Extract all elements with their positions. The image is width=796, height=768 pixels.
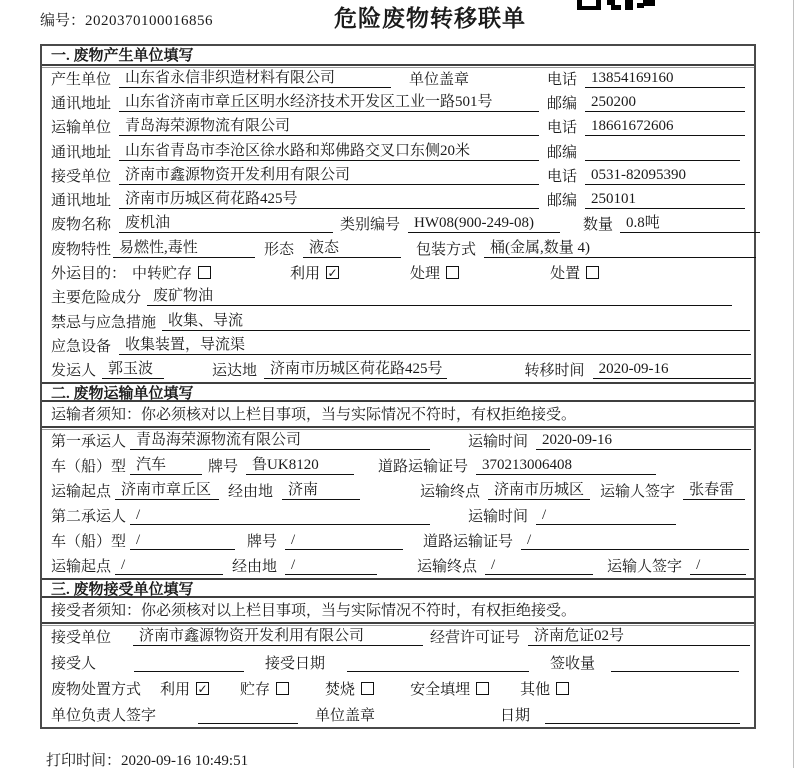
form-row [42,236,754,260]
field-value: 山东省永信非织造材料有限公司 [119,69,391,88]
field-label: 通讯地址 [51,144,112,161]
field-value: 0.8吨 [620,214,760,233]
section-receiver-title: 三. 废物接受单位填写 [42,578,754,598]
field-value: 济南市历城区荷花路425号 [264,360,447,379]
field-label: 运输终点 [417,558,478,575]
field-label: 接受日期 [265,656,326,673]
field-value: 18661672606 [585,117,745,136]
form-row [42,187,754,211]
field-value: / [130,506,430,525]
checkbox-option [520,678,569,699]
form-row [42,66,754,90]
form-row [42,358,754,382]
field-value: 济南危证02号 [528,627,750,646]
field-label: 车（船）型 [51,458,127,475]
field-label: 邮编 [547,95,578,112]
field-value: 济南市鑫源物资开发利用有限公司 [119,166,539,185]
field-label: 第二承运人 [51,508,127,525]
field-label: 经由地 [228,483,274,500]
field-label: 第一承运人 [51,433,127,450]
form-row [42,701,754,727]
checkbox-unchecked [198,266,211,279]
checkbox-option [132,262,211,283]
section-receiver [42,578,754,727]
section-producer [42,46,754,382]
field-label: 转移时间 [524,363,585,380]
field-label: 接受单位 [51,168,112,185]
field-value [134,653,244,672]
field-label: 包装方式 [416,241,477,258]
field-label: 道路运输证号 [378,458,469,475]
checkbox-unchecked [476,682,489,695]
field-label: 道路运输证号 [423,533,514,550]
manifest-form [40,44,756,729]
form-row [42,212,754,236]
checkbox-label: 利用 [290,266,321,283]
transfer-purpose-row [42,260,754,284]
form-row [42,309,754,333]
field-value: 济南市鑫源物资开发利用有限公司 [133,627,423,646]
form-row [42,650,754,676]
field-label: 运达地 [212,363,258,380]
page-title: 危险废物转移联单 [334,6,526,31]
print-time-value: 2020-09-16 10:49:51 [121,753,249,768]
checkbox-option [325,678,374,699]
field-value: / [485,556,593,575]
field-value: 济南市历城区 [488,481,590,500]
field-label: 形态 [264,241,295,258]
serial-value: 2020370100016856 [85,13,214,29]
field-value: 桶(金属,数量 4) [484,239,756,258]
field-value: / [115,556,223,575]
form-row [42,115,754,139]
form-row [42,503,754,528]
checkbox-option [410,678,489,699]
print-timestamp [46,749,248,768]
form-row [42,139,754,163]
field-label: 类别编号 [340,217,401,234]
field-label: 主要危险成分 [51,290,142,307]
field-value: 13854169160 [585,69,745,88]
checkbox-unchecked [586,266,599,279]
field-label: 接受人 [51,656,97,673]
field-label: 废物名称 [51,217,112,234]
form-row [42,553,754,578]
field-label: 运输人签字 [607,558,683,575]
field-value: HW08(900-249-08) [408,214,560,233]
receiver-notice: 接受者须知：你必须核对以上栏目事项，当与实际情况不符时，有权拒绝接受。 [42,598,754,624]
checkbox-label: 中转贮存 [132,266,193,283]
field-label: 签收量 [550,656,596,673]
field-value [585,142,740,161]
checkbox-unchecked [361,682,374,695]
section-transporter [42,382,754,578]
checkbox-unchecked [276,682,289,695]
form-row [42,428,754,453]
field-label: 经由地 [232,558,278,575]
field-value: / [130,531,235,550]
checkbox-unchecked [556,682,569,695]
field-label: 牌号 [247,533,278,550]
field-value: 济南 [282,481,360,500]
field-value: 2020-09-16 [536,431,751,450]
field-label: 运输起点 [51,558,112,575]
field-value: / [536,506,676,525]
field-label: 废物特性 [51,241,112,258]
field-value: 收集、导流 [162,312,750,331]
field-label: 电话 [547,71,578,88]
form-row [42,528,754,553]
field-label: 产生单位 [51,71,112,88]
print-time-label: 打印时间： [46,753,122,768]
field-value: 青岛海荣源物流有限公司 [119,117,539,136]
field-label: 运输时间 [468,508,529,525]
checkbox-option [410,262,459,283]
disposal-method-row [42,675,754,701]
field-value: 郭玉波 [102,360,164,379]
field-value: 0531-82095390 [585,166,745,185]
field-label: 单位盖章 [315,707,376,724]
field-label: 数量 [583,217,614,234]
checkbox-option [160,678,209,699]
checkbox-option [550,262,599,283]
field-value: 370213006408 [476,456,656,475]
checkbox-label: 其他 [520,681,551,698]
field-label: 日期 [500,707,531,724]
field-value: 济南市章丘区 [115,481,219,500]
field-value: 汽车 [130,456,202,475]
field-label: 电话 [547,168,578,185]
field-label: 牌号 [208,458,239,475]
checkbox-option [240,678,289,699]
field-label: 接受单位 [51,630,112,647]
field-value: 废矿物油 [147,287,732,306]
field-value: 液态 [303,239,401,258]
field-label: 运输时间 [468,433,529,450]
field-value: 山东省青岛市李沧区徐水路和郑佛路交叉口东侧20米 [119,142,539,161]
field-value [611,653,739,672]
field-value: 2020-09-16 [593,360,751,379]
field-value: / [521,531,749,550]
field-label: 禁忌与应急措施 [51,314,157,331]
qr-code-fragment [577,0,655,10]
checkbox-option [290,262,339,283]
field-value: 废机油 [119,214,333,233]
field-value: 山东省济南市章丘区明水经济技术开发区工业一路501号 [119,93,539,112]
checkbox-label: 贮存 [240,681,271,698]
checkbox-label: 利用 [160,681,191,698]
checkbox-label: 安全填埋 [410,681,471,698]
section-transporter-title: 二. 废物运输单位填写 [42,382,754,402]
field-value: 易燃性,毒性 [113,239,255,258]
checkbox-checked: ✓ [197,681,208,696]
form-row [42,453,754,478]
checkbox-label: 焚烧 [325,681,356,698]
field-label: 运输单位 [51,120,112,137]
form-row [42,333,754,357]
field-value: 青岛海荣源物流有限公司 [130,431,430,450]
field-value: 250200 [585,93,745,112]
field-value: 鲁UK8120 [246,456,354,475]
field-value: 250101 [585,190,745,209]
form-row [42,90,754,114]
field-label: 运输终点 [420,483,481,500]
field-value [198,705,298,724]
field-label: 车（船）型 [51,533,127,550]
field-value [545,705,740,724]
field-label: 电话 [547,120,578,137]
checkbox-checked: ✓ [327,266,338,281]
field-label: 发运人 [51,363,97,380]
checkbox-label: 处置 [550,266,581,283]
field-value: / [285,556,377,575]
section-producer-title: 一. 废物产生单位填写 [42,46,754,66]
field-label: 邮编 [547,193,578,210]
field-value: / [690,556,746,575]
form-row [42,285,754,309]
field-label: 邮编 [547,144,578,161]
field-label: 外运目的： [51,266,127,283]
transporter-notice: 运输者须知：你必须核对以上栏目事项，当与实际情况不符时，有权拒绝接受。 [42,402,754,428]
page-edge-line [793,0,794,768]
form-row [42,624,754,650]
field-label: 通讯地址 [51,193,112,210]
field-label: 运输起点 [51,483,112,500]
field-value: 济南市历城区荷花路425号 [119,190,539,209]
field-value: 收集装置，导流渠 [119,336,751,355]
field-label: 单位负责人签字 [51,707,157,724]
field-value [347,653,529,672]
field-label: 通讯地址 [51,95,112,112]
checkbox-label: 处理 [410,266,441,283]
checkbox-unchecked [446,266,459,279]
serial-label: 编号： [40,13,86,29]
field-value: / [285,531,403,550]
field-label: 经营许可证号 [430,630,521,647]
field-label: 应急设备 [51,338,112,355]
field-value: 张春雷 [683,481,745,500]
field-label: 废物处置方式 [51,681,142,698]
field-label: 运输人签字 [600,483,676,500]
field-label: 单位盖章 [409,71,470,88]
form-row [42,163,754,187]
form-row [42,478,754,503]
